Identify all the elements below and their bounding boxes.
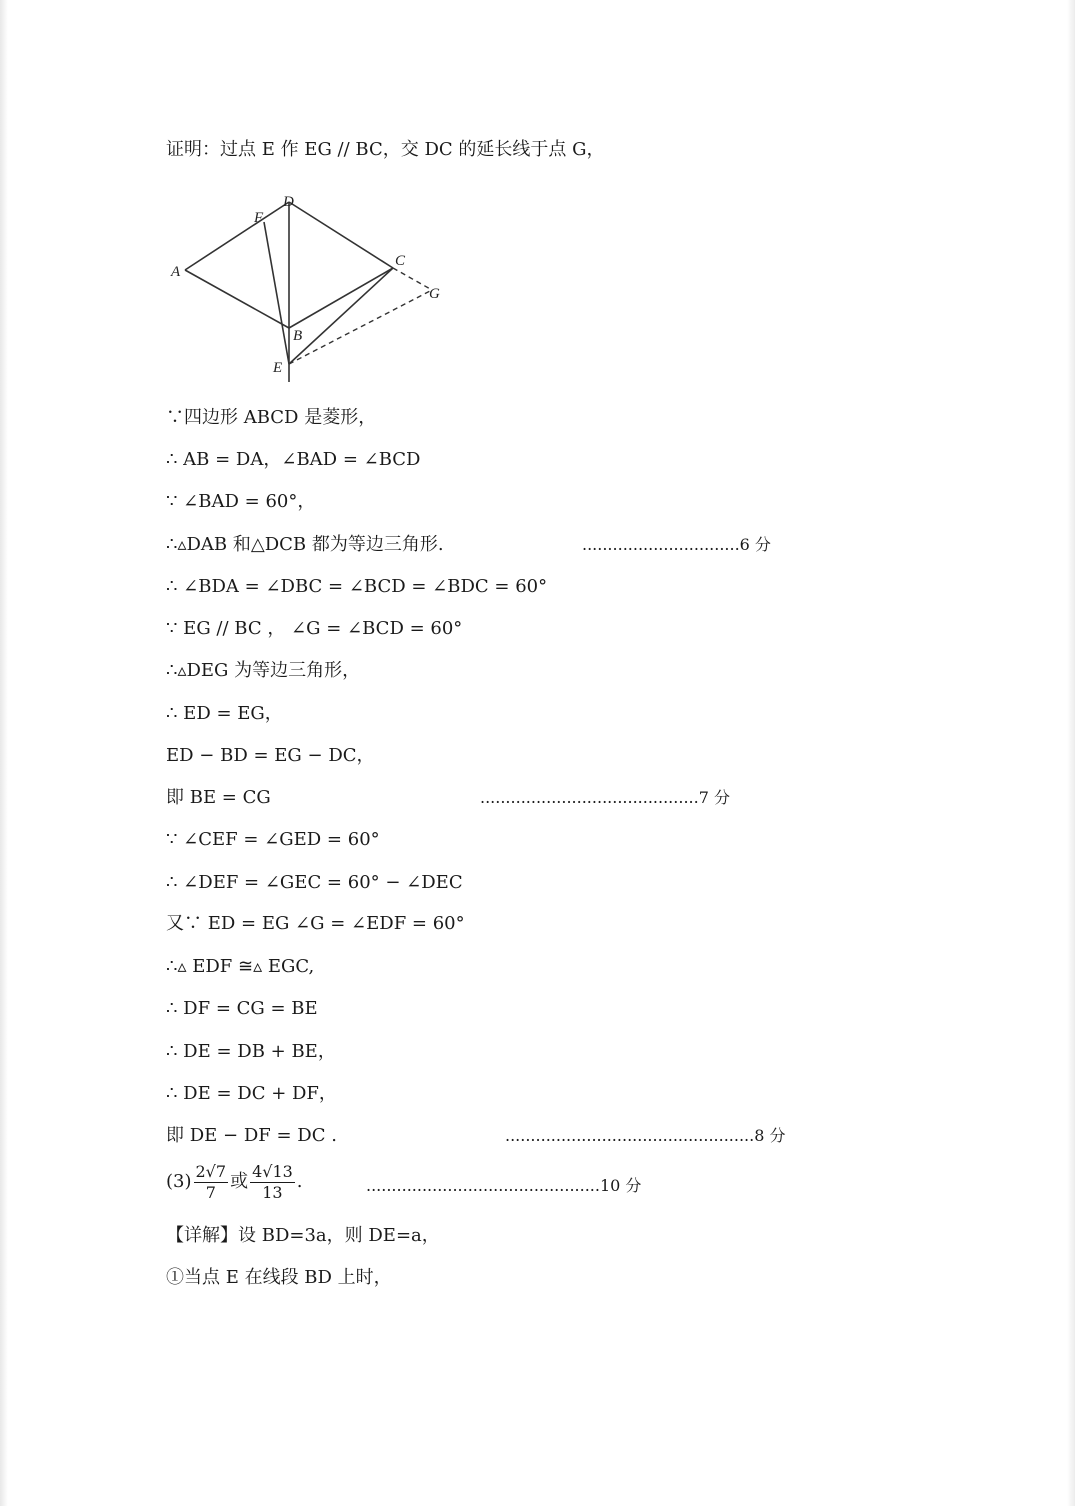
- proof-line-5: ∴ ∠BDA = ∠DBC = ∠BCD = ∠BDC = 60°: [166, 576, 548, 597]
- proof-line-13: 又∵ ED = EG ∠G = ∠EDF = 60°: [166, 913, 465, 934]
- label-D: D: [283, 194, 294, 210]
- score-8: .................................................8 分: [505, 1126, 786, 1145]
- part3-or: 或: [230, 1171, 249, 1192]
- fraction-2-numerator: 4√13: [252, 1161, 293, 1181]
- segment-EC: [289, 268, 393, 364]
- proof-line-12: ∴ ∠DEF = ∠GEC = 60° − ∠DEC: [166, 872, 463, 893]
- part3-suffix: .: [296, 1171, 303, 1192]
- segment-AD: [185, 202, 289, 270]
- proof-line-7: ∴▵DEG 为等边三角形，: [166, 660, 361, 681]
- proof-line-1: ∵四边形 ABCD 是菱形，: [166, 407, 377, 428]
- segment-DC: [289, 202, 393, 268]
- proof-line-15: ∴ DF = CG = BE: [166, 998, 318, 1019]
- proof-intro: 证明：过点 E 作 EG // BC，交 DC 的延长线于点 G，: [166, 139, 605, 160]
- geometry-figure: [160, 186, 460, 386]
- proof-line-2: ∴ AB = DA，∠BAD = ∠BCD: [166, 449, 421, 470]
- fraction-2: [250, 1162, 295, 1203]
- score-7: ...........................................7 分: [480, 788, 730, 807]
- proof-line-3: ∵ ∠BAD = 60°，: [166, 491, 316, 512]
- page-edge-left: [0, 0, 8, 1506]
- segment-EF: [264, 222, 289, 364]
- part3-answer: [166, 1160, 303, 1204]
- label-B: B: [293, 328, 303, 344]
- label-A: A: [171, 264, 181, 280]
- fraction-1-numerator: 2√7: [195, 1161, 227, 1181]
- proof-line-18: 即 DE − DF = DC .: [166, 1125, 337, 1146]
- proof-line-9: ED − BD = EG − DC，: [166, 745, 375, 766]
- fraction-1-denominator: 7: [205, 1182, 216, 1202]
- proof-line-14: ∴▵ EDF ≅▵ EGC,: [166, 956, 315, 977]
- fraction-1: [194, 1162, 229, 1203]
- fraction-2-denominator: 13: [262, 1182, 283, 1202]
- proof-line-8: ∴ ED = EG，: [166, 703, 283, 724]
- proof-line-4: ∴▵DAB 和△DCB 都为等边三角形.: [166, 534, 444, 555]
- part3-prefix: (3): [166, 1171, 192, 1192]
- proof-line-6: ∵ EG // BC ， ∠G = ∠BCD = 60°: [166, 618, 463, 639]
- proof-line-17: ∴ DE = DC + DF，: [166, 1083, 337, 1104]
- score-10: ..............................................10 分: [366, 1176, 642, 1195]
- segment-EG-dashed: [289, 290, 432, 364]
- proof-line-10: 即 BE = CG: [166, 787, 271, 808]
- label-G: G: [429, 286, 440, 302]
- detail-line: 【详解】设 BD=3a，则 DE=a，: [166, 1225, 440, 1246]
- label-F: F: [254, 210, 264, 226]
- proof-line-16: ∴ DE = DB + BE，: [166, 1041, 336, 1062]
- segment-CG-dashed: [393, 268, 432, 290]
- score-6: ...............................6 分: [582, 535, 771, 554]
- case-1-line: ①当点 E 在线段 BD 上时，: [166, 1267, 392, 1288]
- proof-line-11: ∵ ∠CEF = ∠GED = 60°: [166, 829, 380, 850]
- label-E: E: [273, 360, 283, 376]
- label-C: C: [395, 253, 406, 269]
- page-edge-right: [1067, 0, 1075, 1506]
